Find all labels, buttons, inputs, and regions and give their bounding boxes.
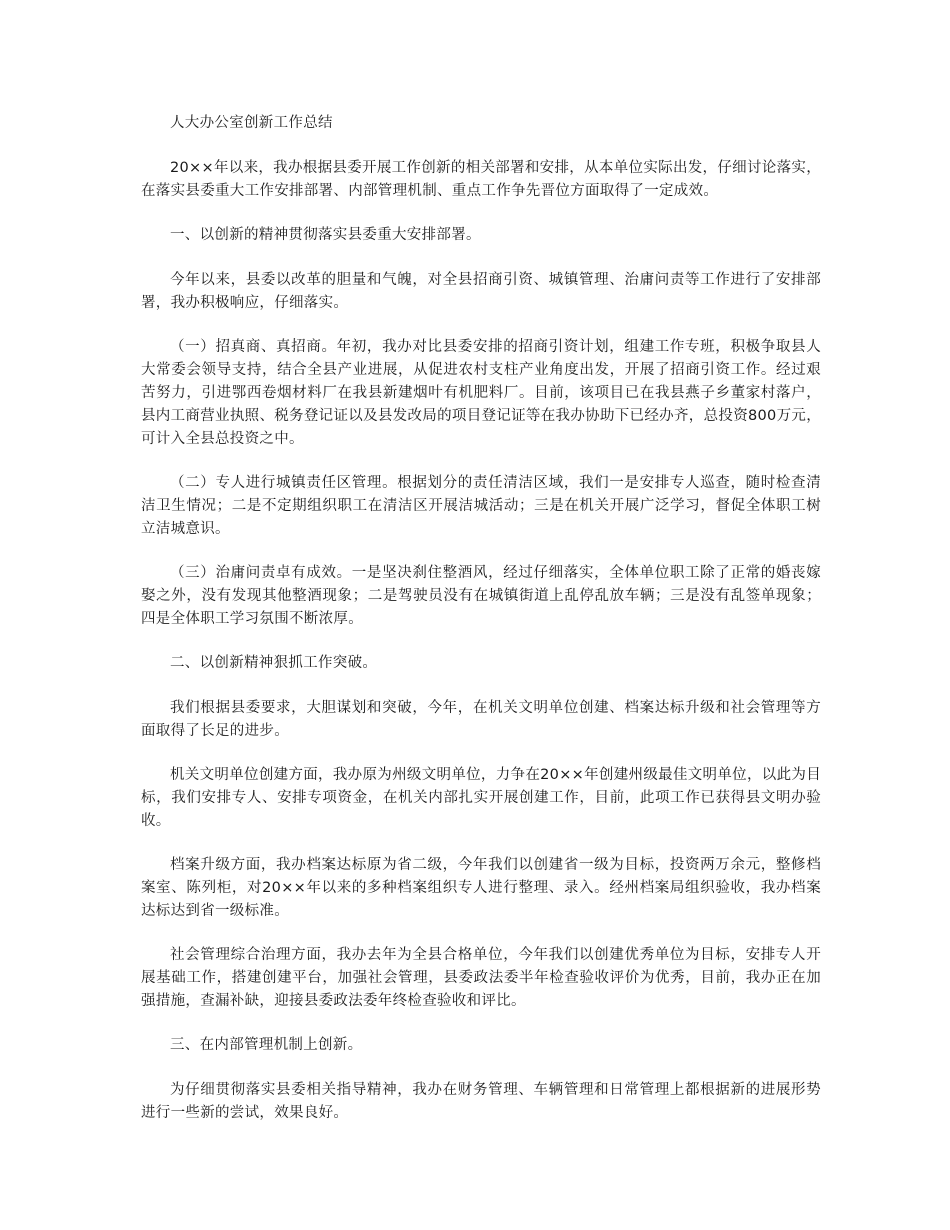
paragraph-intro: 20××年以来，我办根据县委开展工作创新的相关部署和安排，从本单位实际出发，仔细讨论落实，在落实县委重大工作安排部署、内部管理机制、重点工作争先晋位方面取得了一定成效。 xyxy=(141,160,821,199)
paragraph: 今年以来，县委以改革的胆量和气魄，对全县招商引资、城镇管理、治庸问责等工作进行了安排部署，我办积极响应，仔细落实。 xyxy=(141,272,821,311)
paragraph: （二）专人进行城镇责任区管理。根据划分的责任清洁区域，我们一是安排专人巡查，随时检查清洁卫生情况；二是不定期组织职工在清洁区开展洁城活动；三是在机关开展广泛学习，督促全体职工树立洁城意识。 xyxy=(141,475,821,537)
paragraph: 为仔细贯彻落实县委相关指导精神，我办在财务管理、车辆管理和日常管理上都根据新的进展形势进行一些新的尝试，效果良好。 xyxy=(141,1082,821,1121)
paragraph: （一）招真商、真招商。年初，我办对比县委安排的招商引资计划，组建工作专班，积极争取县人大常委会领导支持，结合全县产业进展，从促进农村支柱产业角度出发，开展了招商引资工作。经过艰苦努力，引进鄂西卷烟材料厂在我县新建烟叶有机肥料厂。目前，该项目已在我县燕子乡董家村落户，县内工商营业执照、税务登记证以及县发改局的项目登记证等在我办协助下已经办齐，总投资800万元，可计入全县总投资之中。 xyxy=(141,339,821,447)
document-body xyxy=(141,112,821,1146)
paragraph: 机关文明单位创建方面，我办原为州级文明单位，力争在20××年创建州级最佳文明单位，以此为目标，我们安排专人、安排专项资金，在机关内部扎实开展创建工作，目前，此项工作已获得县文明办验收。 xyxy=(141,767,821,829)
paragraph: 档案升级方面，我办档案达标原为省二级，今年我们以创建省一级为目标，投资两万余元，整修档案室、陈列柜，对20××年以来的多种档案组织专人进行整理、录入。经州档案局组织验收，我办档案达标达到省一级标准。 xyxy=(141,857,821,919)
section-heading-2: 二、以创新精神狠抓工作突破。 xyxy=(170,655,378,671)
paragraph: 我们根据县委要求，大胆谋划和突破，今年，在机关文明单位创建、档案达标升级和社会管理等方面取得了长足的进步。 xyxy=(141,700,821,739)
paragraph: （三）治庸问责卓有成效。一是坚决刹住整酒风，经过仔细落实，全体单位职工除了正常的婚丧嫁娶之外，没有发现其他整酒现象；二是驾驶员没有在城镇街道上乱停乱放车辆；三是没有乱签单现象；四是全体职工学习氛围不断浓厚。 xyxy=(141,565,821,627)
section-heading-1: 一、以创新的精神贯彻落实县委重大安排部署。 xyxy=(170,227,481,243)
paragraph: 社会管理综合治理方面，我办去年为全县合格单位，今年我们以创建优秀单位为目标，安排专人开展基础工作，搭建创建平台，加强社会管理，县委政法委半年检查验收评价为优秀，目前，我办正在加强措施，查漏补缺，迎接县委政法委年终检查验收和评比。 xyxy=(141,947,821,1009)
document-title: 人大办公室创新工作总结 xyxy=(170,115,333,131)
section-heading-3: 三、在内部管理机制上创新。 xyxy=(170,1037,363,1053)
